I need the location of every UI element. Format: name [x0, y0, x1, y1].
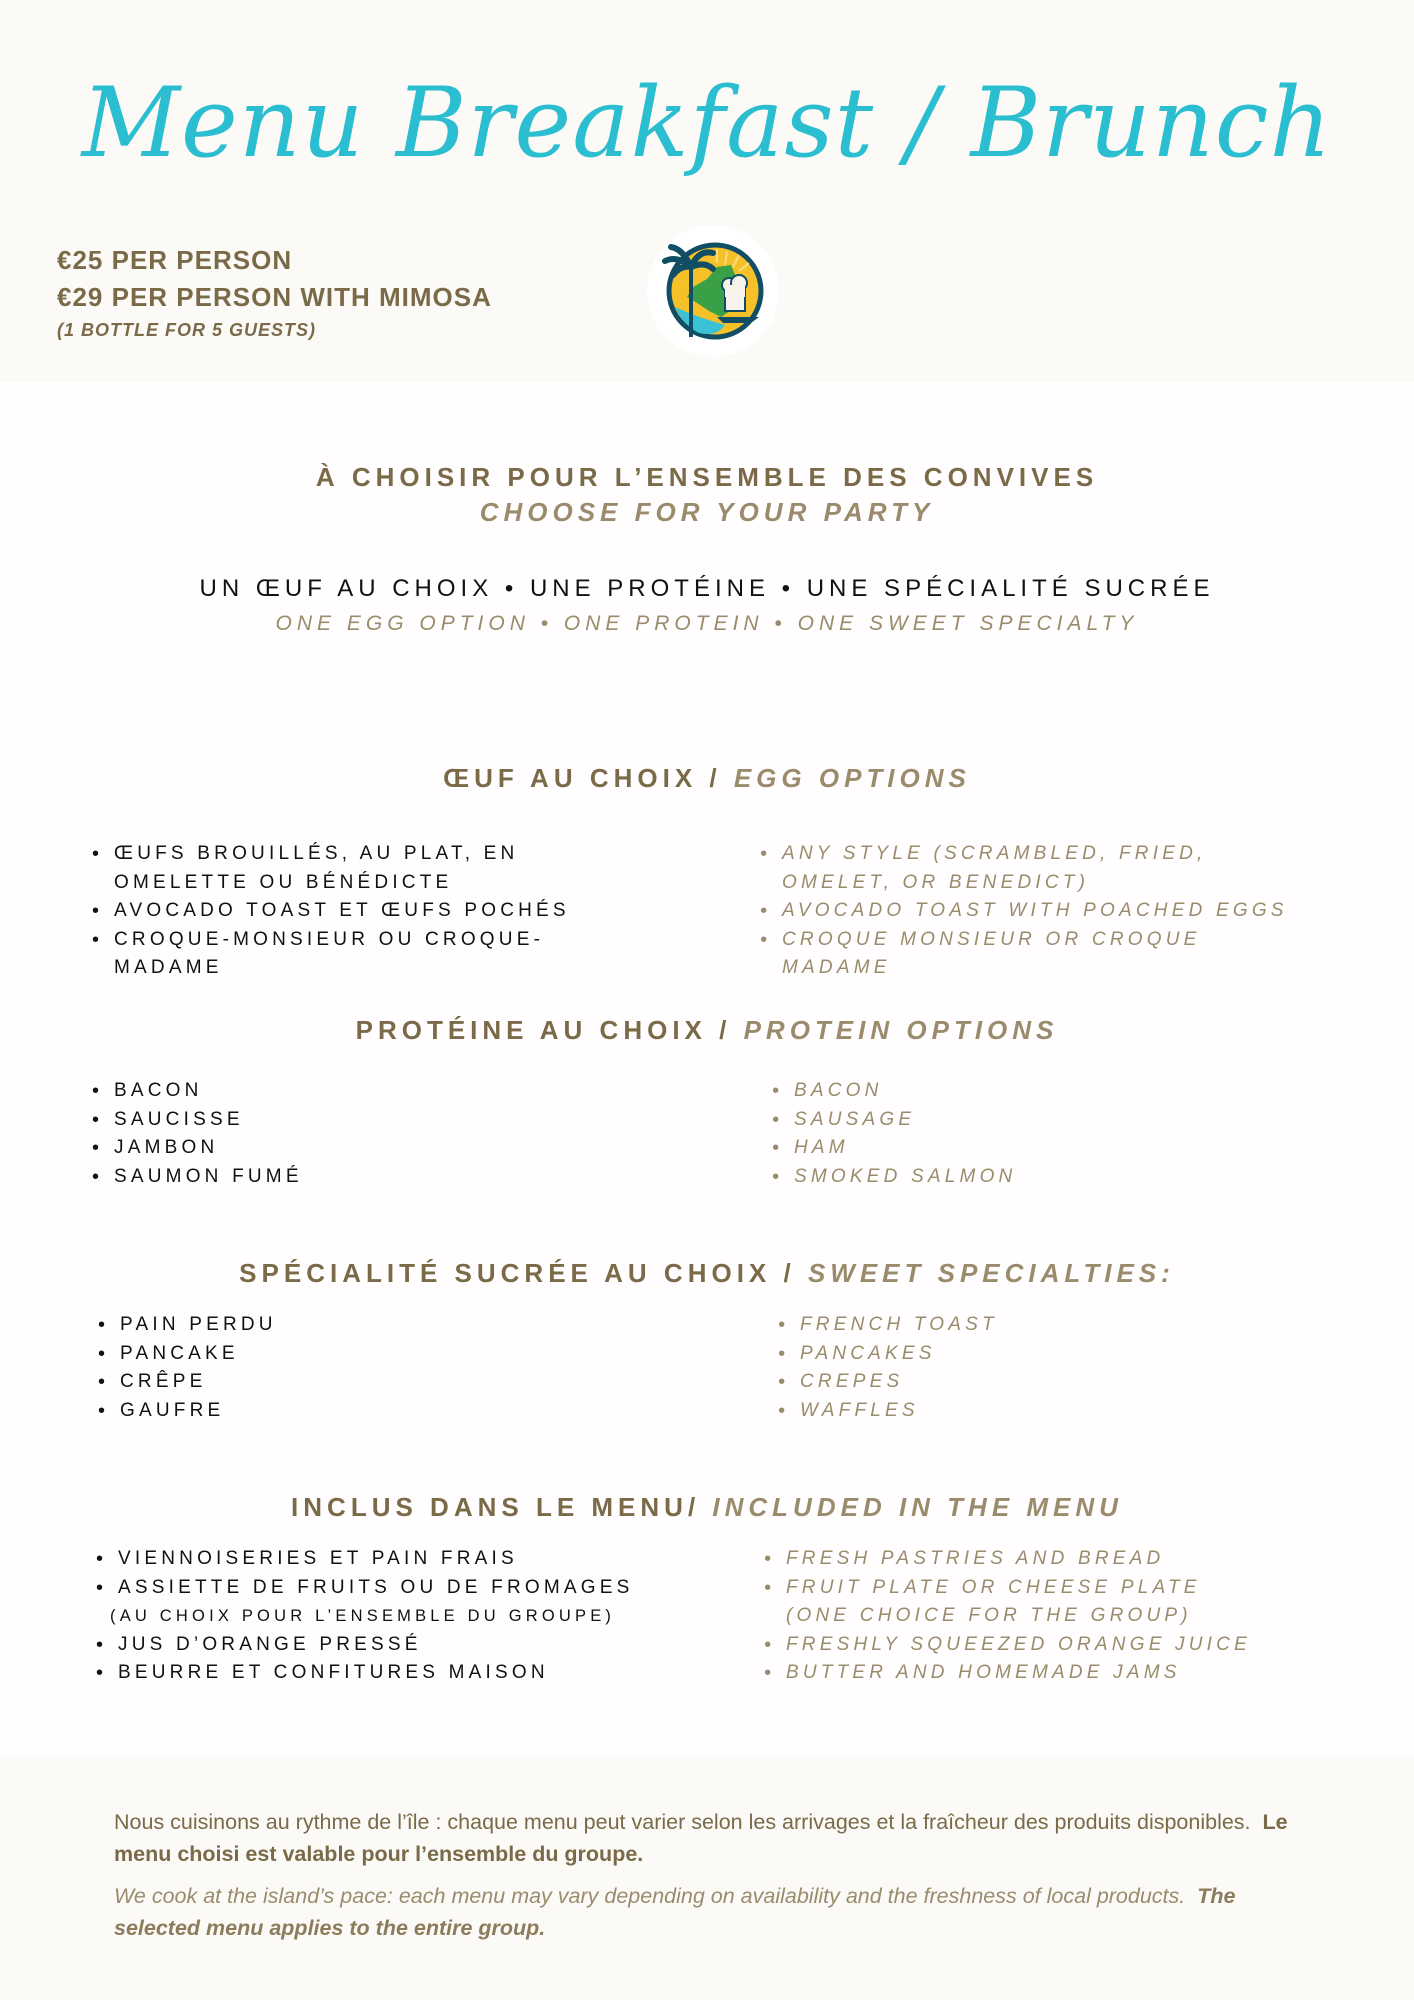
list-item: • FRESH PASTRIES AND BREAD — [764, 1545, 1364, 1574]
footer-bold-en: The selected menu applies to the entire group. — [114, 1884, 1236, 1940]
footer-bold-fr: Le menu choisi est valable pour l’ensemble du groupe. — [114, 1810, 1288, 1866]
section-heading-included-fr: INCLUS DANS LE MENU/ — [291, 1492, 713, 1522]
included-list-en — [764, 1545, 1364, 1688]
section-heading-eggs — [0, 763, 1414, 794]
protein-list-fr — [92, 1077, 652, 1191]
price-mimosa: €29 PER PERSON WITH MIMOSA — [57, 282, 492, 312]
list-item: • BUTTER AND HOMEMADE JAMS — [764, 1659, 1364, 1688]
footer-note-en — [114, 1880, 1314, 1944]
list-item: • FRUIT PLATE OR CHEESE PLATE — [764, 1574, 1364, 1603]
sweet-list-fr — [98, 1311, 658, 1425]
section-heading-sweet-fr: SPÉCIALITÉ SUCRÉE AU CHOIX / — [239, 1258, 808, 1288]
list-item: • AVOCADO TOAST WITH POACHED EGGS — [760, 897, 1360, 926]
eggs-list-en — [760, 840, 1360, 983]
protein-list-en — [772, 1077, 1332, 1191]
list-item: • FRESHLY SQUEEZED ORANGE JUICE — [764, 1631, 1364, 1660]
section-heading-eggs-en: EGG OPTIONS — [733, 763, 971, 793]
list-item: • CROQUE-MONSIEUR OU CROQUE-MADAME — [92, 926, 652, 983]
palm-island-chef-hat-logo-icon — [647, 225, 779, 357]
list-item: • SAUMON FUMÉ — [92, 1163, 652, 1192]
list-item: • ANY STYLE (SCRAMBLED, FRIED, OMELET, OR BENEDICT) — [760, 840, 1252, 897]
page-title: Menu Breakfast / Brunch — [81, 67, 1333, 179]
list-item: • WAFFLES — [778, 1397, 1338, 1426]
footer-text-fr: Nous cuisinons au rythme de l’île : chaque menu peut varier selon les arrivages et la fraîcheur des produits disponibles. — [114, 1810, 1251, 1834]
sweet-list-en — [778, 1311, 1338, 1425]
summary-en: ONE EGG OPTION • ONE PROTEIN • ONE SWEET SPECIALTY — [275, 612, 1139, 635]
footer-note-fr — [114, 1806, 1314, 1870]
section-heading-sweet — [0, 1258, 1414, 1289]
list-item: • BACON — [772, 1077, 1332, 1106]
list-item: • PANCAKE — [98, 1340, 658, 1369]
price-note: (1 BOTTLE FOR 5 GUESTS) — [57, 320, 317, 340]
list-item: • CRÊPE — [98, 1368, 658, 1397]
list-item: • JAMBON — [92, 1134, 652, 1163]
list-item: • VIENNOISERIES ET PAIN FRAIS — [96, 1545, 696, 1574]
list-item: • BEURRE ET CONFITURES MAISON — [96, 1659, 696, 1688]
summary-fr: UN ŒUF AU CHOIX • UNE PROTÉINE • UNE SPÉCIALITÉ SUCRÉE — [199, 575, 1215, 602]
price-block — [57, 242, 492, 344]
intro-heading-en: CHOOSE FOR YOUR PARTY — [479, 497, 935, 527]
footer-band — [0, 1756, 1414, 2000]
included-list-fr — [96, 1545, 696, 1688]
list-item: • CREPES — [778, 1368, 1338, 1397]
list-item: • SAUSAGE — [772, 1106, 1332, 1135]
list-item: • FRENCH TOAST — [778, 1311, 1338, 1340]
eggs-list-fr — [92, 840, 652, 983]
list-item: • ASSIETTE DE FRUITS OU DE FROMAGES — [96, 1574, 696, 1603]
list-item: • PANCAKES — [778, 1340, 1338, 1369]
list-item-note: (ONE CHOICE FOR THE GROUP) — [786, 1605, 1192, 1626]
section-heading-eggs-fr: ŒUF AU CHOIX / — [443, 763, 734, 793]
list-item: • BACON — [92, 1077, 652, 1106]
list-item: • PAIN PERDU — [98, 1311, 658, 1340]
section-heading-included — [0, 1492, 1414, 1523]
section-heading-protein — [0, 1015, 1414, 1046]
list-item: • JUS D’ORANGE PRESSÉ — [96, 1631, 696, 1660]
section-heading-included-en: INCLUDED IN THE MENU — [712, 1492, 1123, 1522]
intro-heading-fr: À CHOISIR POUR L’ENSEMBLE DES CONVIVES — [315, 462, 1099, 492]
section-heading-protein-en: PROTEIN OPTIONS — [743, 1015, 1059, 1045]
section-heading-sweet-en: SWEET SPECIALTIES: — [807, 1258, 1175, 1288]
list-item-note: (AU CHOIX POUR L’ENSEMBLE DU GROUPE) — [110, 1607, 616, 1625]
list-item: • AVOCADO TOAST ET ŒUFS POCHÉS — [92, 897, 652, 926]
list-item: • GAUFRE — [98, 1397, 658, 1426]
list-item: • SAUCISSE — [92, 1106, 652, 1135]
price-standard: €25 PER PERSON — [57, 245, 293, 275]
list-item: • HAM — [772, 1134, 1332, 1163]
list-item: • ŒUFS BROUILLÉS, AU PLAT, EN OMELETTE OU BÉNÉDICTE — [92, 840, 652, 897]
footer-text-en: We cook at the island’s pace: each menu may vary depending on availability and the freshness of local products. — [114, 1884, 1186, 1908]
section-heading-protein-fr: PROTÉINE AU CHOIX / — [355, 1015, 744, 1045]
list-item: • CROQUE MONSIEUR OR CROQUE MADAME — [760, 926, 1252, 983]
list-item: • SMOKED SALMON — [772, 1163, 1332, 1192]
